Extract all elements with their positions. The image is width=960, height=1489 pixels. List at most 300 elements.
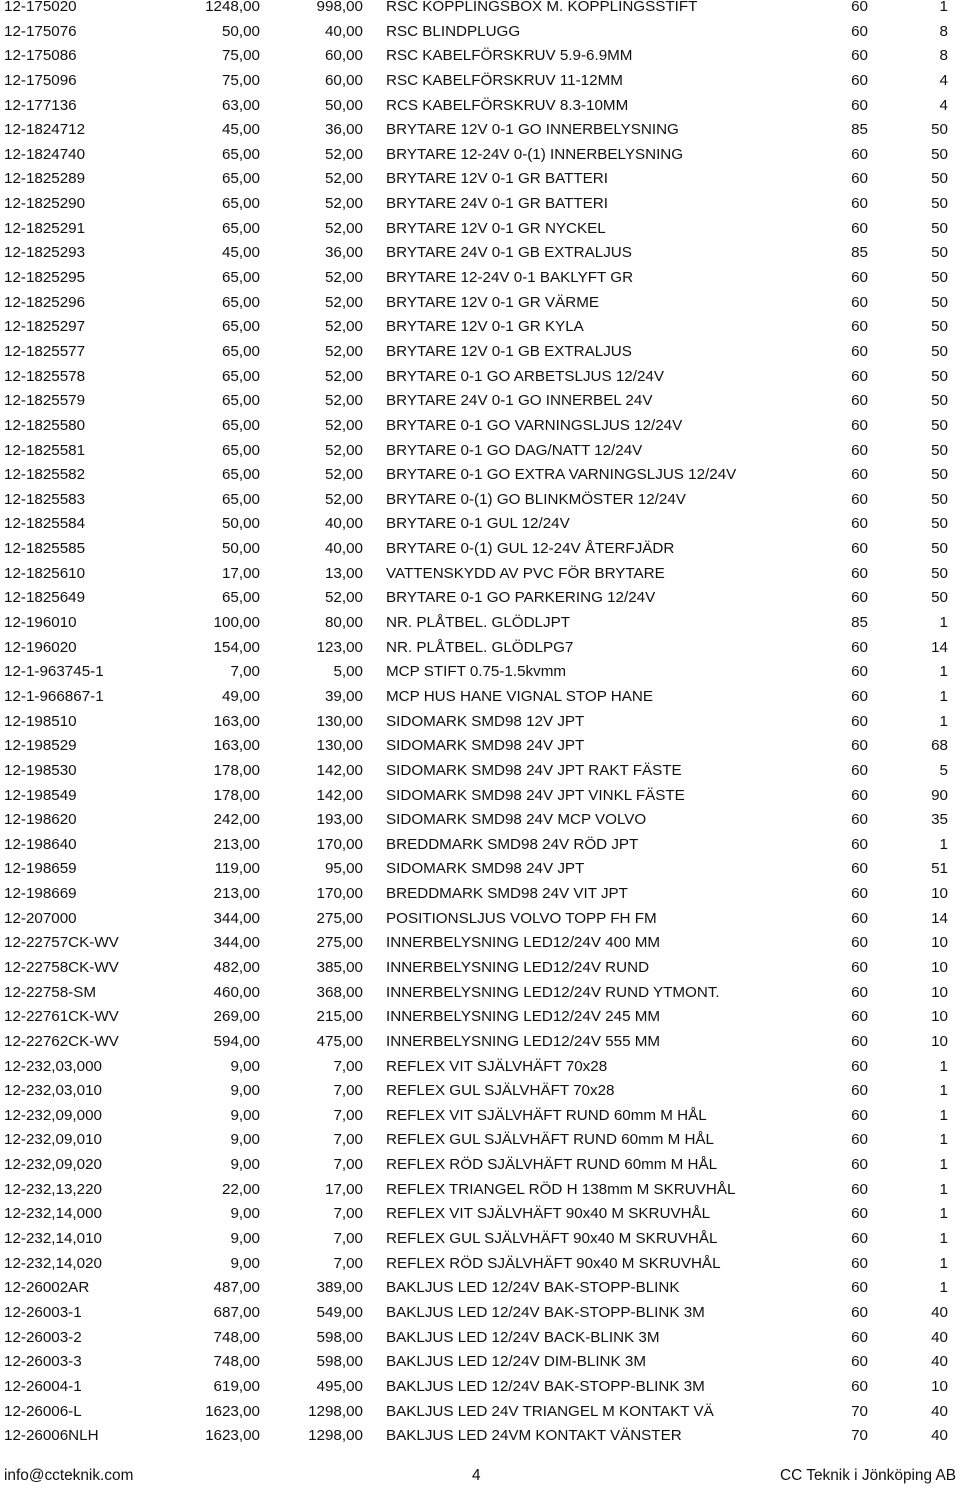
table-row (0, 1424, 960, 1449)
quantity-a-cell: 60 (851, 786, 868, 804)
net-price-cell: 80,00 (324, 614, 363, 632)
description-cell: RSC KABELFÖRSKRUV 11-12MM (386, 71, 623, 89)
price-cell: 748,00 (213, 1328, 260, 1346)
quantity-b-cell: 50 (931, 441, 948, 459)
description-cell: RSC KOPPLINGSBOX M. KOPPLINGSSTIFT (386, 0, 698, 15)
net-price-cell: 36,00 (324, 244, 363, 262)
article-number-cell: 12-198549 (4, 786, 77, 804)
description-cell: BRYTARE 0-1 GO DAG/NATT 12/24V (386, 441, 643, 459)
net-price-cell: 1298,00 (308, 1402, 363, 1420)
price-cell: 50,00 (221, 22, 260, 40)
quantity-a-cell: 60 (851, 1106, 868, 1124)
table-row (0, 660, 960, 685)
description-cell: BRYTARE 12V 0-1 GR NYCKEL (386, 219, 606, 237)
table-row (0, 217, 960, 242)
net-price-cell: 60,00 (324, 47, 363, 65)
article-number-cell: 12-232,14,010 (4, 1230, 102, 1248)
quantity-a-cell: 60 (851, 318, 868, 336)
net-price-cell: 7,00 (333, 1205, 363, 1223)
table-row (0, 389, 960, 414)
quantity-b-cell: 50 (931, 490, 948, 508)
price-cell: 22,00 (221, 1180, 260, 1198)
description-cell: REFLEX GUL SJÄLVHÄFT 70x28 (386, 1082, 615, 1100)
net-price-cell: 52,00 (324, 269, 363, 287)
net-price-cell: 40,00 (324, 515, 363, 533)
description-cell: RSC KABELFÖRSKRUV 5.9-6.9MM (386, 47, 633, 65)
quantity-b-cell: 68 (931, 737, 948, 755)
description-cell: REFLEX GUL SJÄLVHÄFT 90x40 M SKRUVHÅL (386, 1230, 718, 1248)
description-cell: BRYTARE 24V 0-1 GR BATTERI (386, 195, 608, 213)
quantity-a-cell: 60 (851, 811, 868, 829)
quantity-b-cell: 1 (939, 0, 948, 15)
quantity-b-cell: 50 (931, 145, 948, 163)
article-number-cell: 12-1825585 (4, 540, 86, 558)
net-price-cell: 40,00 (324, 540, 363, 558)
net-price-cell: 52,00 (324, 466, 363, 484)
table-row (0, 1178, 960, 1203)
description-cell: VATTENSKYDD AV PVC FÖR BRYTARE (386, 564, 665, 582)
quantity-a-cell: 60 (851, 269, 868, 287)
quantity-a-cell: 60 (851, 22, 868, 40)
description-cell: MCP STIFT 0.75-1.5kvmm (386, 663, 567, 681)
table-row (0, 636, 960, 661)
footer-company: CC Teknik i Jönköping AB (780, 1467, 956, 1484)
description-cell: SIDOMARK SMD98 24V JPT RAKT FÄSTE (386, 761, 682, 779)
table-row (0, 512, 960, 537)
article-number-cell: 12-26006-L (4, 1402, 82, 1420)
net-price-cell: 52,00 (324, 367, 363, 385)
quantity-a-cell: 60 (851, 515, 868, 533)
table-row (0, 1202, 960, 1227)
table-row (0, 562, 960, 587)
quantity-a-cell: 60 (851, 1328, 868, 1346)
price-cell: 163,00 (213, 712, 260, 730)
quantity-b-cell: 4 (939, 96, 948, 114)
description-cell: REFLEX VIT SJÄLVHÄFT 70x28 (386, 1057, 608, 1075)
table-row (0, 118, 960, 143)
quantity-a-cell: 60 (851, 145, 868, 163)
price-cell: 65,00 (221, 490, 260, 508)
quantity-a-cell: 60 (851, 1303, 868, 1321)
article-number-cell: 12-1825291 (4, 219, 86, 237)
table-row (0, 167, 960, 192)
price-cell: 65,00 (221, 269, 260, 287)
table-row (0, 586, 960, 611)
net-price-cell: 7,00 (333, 1156, 363, 1174)
net-price-cell: 52,00 (324, 392, 363, 410)
description-cell: BRYTARE 12V 0-1 GR BATTERI (386, 170, 608, 188)
quantity-b-cell: 1 (939, 1205, 948, 1223)
table-row (0, 611, 960, 636)
article-number-cell: 12-26006NLH (4, 1427, 99, 1445)
quantity-a-cell: 60 (851, 761, 868, 779)
net-price-cell: 52,00 (324, 589, 363, 607)
table-row (0, 414, 960, 439)
quantity-a-cell: 60 (851, 958, 868, 976)
quantity-a-cell: 60 (851, 885, 868, 903)
quantity-b-cell: 1 (939, 835, 948, 853)
description-cell: REFLEX VIT SJÄLVHÄFT RUND 60mm M HÅL (386, 1106, 707, 1124)
description-cell: INNERBELYSNING LED12/24V RUND YTMONT. (386, 983, 720, 1001)
quantity-a-cell: 60 (851, 47, 868, 65)
table-row (0, 143, 960, 168)
quantity-a-cell: 60 (851, 293, 868, 311)
description-cell: BRYTARE 12V 0-1 GB EXTRALJUS (386, 342, 632, 360)
quantity-a-cell: 60 (851, 96, 868, 114)
table-row (0, 1400, 960, 1425)
quantity-b-cell: 4 (939, 71, 948, 89)
quantity-b-cell: 50 (931, 515, 948, 533)
article-number-cell: 12-198669 (4, 885, 77, 903)
net-price-cell: 130,00 (316, 712, 363, 730)
net-price-cell: 170,00 (316, 885, 363, 903)
article-number-cell: 12-26003-1 (4, 1303, 82, 1321)
article-number-cell: 12-1824740 (4, 145, 86, 163)
quantity-a-cell: 60 (851, 170, 868, 188)
quantity-b-cell: 35 (931, 811, 948, 829)
article-number-cell: 12-1825580 (4, 416, 86, 434)
description-cell: REFLEX VIT SJÄLVHÄFT 90x40 M SKRUVHÅL (386, 1205, 711, 1223)
net-price-cell: 52,00 (324, 219, 363, 237)
price-cell: 65,00 (221, 441, 260, 459)
net-price-cell: 7,00 (333, 1230, 363, 1248)
quantity-a-cell: 70 (851, 1402, 868, 1420)
table-row (0, 759, 960, 784)
net-price-cell: 39,00 (324, 687, 363, 705)
price-cell: 460,00 (213, 983, 260, 1001)
quantity-a-cell: 60 (851, 1230, 868, 1248)
quantity-b-cell: 50 (931, 170, 948, 188)
description-cell: INNERBELYSNING LED12/24V RUND (386, 958, 650, 976)
quantity-b-cell: 50 (931, 392, 948, 410)
quantity-a-cell: 60 (851, 737, 868, 755)
quantity-b-cell: 1 (939, 1057, 948, 1075)
table-row (0, 734, 960, 759)
quantity-b-cell: 1 (939, 1180, 948, 1198)
quantity-a-cell: 60 (851, 195, 868, 213)
article-number-cell: 12-196020 (4, 638, 77, 656)
article-number-cell: 12-198530 (4, 761, 77, 779)
article-number-cell: 12-232,13,220 (4, 1180, 102, 1198)
article-number-cell: 12-232,09,000 (4, 1106, 102, 1124)
article-number-cell: 12-1825581 (4, 441, 86, 459)
table-row (0, 192, 960, 217)
net-price-cell: 389,00 (316, 1279, 363, 1297)
table-row (0, 291, 960, 316)
description-cell: REFLEX RÖD SJÄLVHÄFT RUND 60mm M HÅL (386, 1156, 718, 1174)
article-number-cell: 12-1825578 (4, 367, 86, 385)
price-cell: 65,00 (221, 466, 260, 484)
net-price-cell: 52,00 (324, 195, 363, 213)
net-price-cell: 7,00 (333, 1057, 363, 1075)
article-number-cell: 12-175096 (4, 71, 77, 89)
table-row (0, 69, 960, 94)
description-cell: INNERBELYSNING LED12/24V 400 MM (386, 934, 661, 952)
article-number-cell: 12-232,14,000 (4, 1205, 102, 1223)
net-price-cell: 52,00 (324, 441, 363, 459)
net-price-cell: 52,00 (324, 170, 363, 188)
price-cell: 50,00 (221, 540, 260, 558)
quantity-b-cell: 10 (931, 885, 948, 903)
table-row (0, 1005, 960, 1030)
quantity-b-cell: 40 (931, 1427, 948, 1445)
price-cell: 748,00 (213, 1353, 260, 1371)
price-cell: 213,00 (213, 835, 260, 853)
quantity-b-cell: 10 (931, 1032, 948, 1050)
article-number-cell: 12-26004-1 (4, 1377, 82, 1395)
price-cell: 594,00 (213, 1032, 260, 1050)
quantity-b-cell: 10 (931, 983, 948, 1001)
quantity-b-cell: 14 (931, 909, 948, 927)
table-row (0, 710, 960, 735)
description-cell: BREDDMARK SMD98 24V VIT JPT (386, 885, 628, 903)
quantity-a-cell: 60 (851, 342, 868, 360)
table-row (0, 857, 960, 882)
article-number-cell: 12-1825579 (4, 392, 86, 410)
article-number-cell: 12-1-966867-1 (4, 687, 104, 705)
description-cell: MCP HUS HANE VIGNAL STOP HANE (386, 687, 653, 705)
quantity-a-cell: 60 (851, 416, 868, 434)
price-cell: 163,00 (213, 737, 260, 755)
description-cell: REFLEX GUL SJÄLVHÄFT RUND 60mm M HÅL (386, 1131, 715, 1149)
quantity-a-cell: 60 (851, 687, 868, 705)
quantity-b-cell: 40 (931, 1353, 948, 1371)
price-cell: 7,00 (230, 663, 260, 681)
description-cell: REFLEX TRIANGEL RÖD H 138mm M SKRUVHÅL (386, 1180, 736, 1198)
quantity-b-cell: 50 (931, 195, 948, 213)
article-number-cell: 12-26003-2 (4, 1328, 82, 1346)
quantity-a-cell: 60 (851, 1279, 868, 1297)
quantity-a-cell: 60 (851, 540, 868, 558)
table-row (0, 1350, 960, 1375)
quantity-a-cell: 60 (851, 638, 868, 656)
table-row (0, 784, 960, 809)
article-number-cell: 12-1825290 (4, 195, 86, 213)
description-cell: BAKLJUS LED 24V TRIANGEL M KONTAKT VÄ (386, 1402, 714, 1420)
description-cell: SIDOMARK SMD98 24V JPT VINKL FÄSTE (386, 786, 685, 804)
net-price-cell: 52,00 (324, 416, 363, 434)
price-cell: 9,00 (230, 1131, 260, 1149)
description-cell: BRYTARE 0-1 GO VARNINGSLJUS 12/24V (386, 416, 683, 434)
quantity-a-cell: 60 (851, 1032, 868, 1050)
article-number-cell: 12-1825584 (4, 515, 86, 533)
price-cell: 1248,00 (205, 0, 260, 15)
quantity-a-cell: 60 (851, 909, 868, 927)
table-row (0, 1153, 960, 1178)
description-cell: BRYTARE 0-1 GUL 12/24V (386, 515, 570, 533)
table-row (0, 1055, 960, 1080)
net-price-cell: 142,00 (316, 761, 363, 779)
description-cell: RCS KABELFÖRSKRUV 8.3-10MM (386, 96, 629, 114)
quantity-b-cell: 8 (939, 22, 948, 40)
table-row (0, 833, 960, 858)
price-cell: 344,00 (213, 909, 260, 927)
quantity-a-cell: 60 (851, 1008, 868, 1026)
price-cell: 619,00 (213, 1377, 260, 1395)
quantity-a-cell: 70 (851, 1427, 868, 1445)
price-cell: 687,00 (213, 1303, 260, 1321)
net-price-cell: 7,00 (333, 1254, 363, 1272)
article-number-cell: 12-1825297 (4, 318, 86, 336)
table-row (0, 1276, 960, 1301)
table-row (0, 463, 960, 488)
description-cell: RSC BLINDPLUGG (386, 22, 521, 40)
article-number-cell: 12-22758-SM (4, 983, 97, 1001)
quantity-b-cell: 8 (939, 47, 948, 65)
net-price-cell: 170,00 (316, 835, 363, 853)
article-number-cell: 12-22758CK-WV (4, 958, 119, 976)
net-price-cell: 123,00 (316, 638, 363, 656)
quantity-b-cell: 51 (931, 860, 948, 878)
article-number-cell: 12-26003-3 (4, 1353, 82, 1371)
article-number-cell: 12-177136 (4, 96, 77, 114)
article-number-cell: 12-1825649 (4, 589, 86, 607)
net-price-cell: 95,00 (324, 860, 363, 878)
net-price-cell: 52,00 (324, 342, 363, 360)
table-row (0, 94, 960, 119)
net-price-cell: 60,00 (324, 71, 363, 89)
quantity-b-cell: 5 (939, 761, 948, 779)
price-cell: 269,00 (213, 1008, 260, 1026)
article-number-cell: 12-1-963745-1 (4, 663, 104, 681)
quantity-b-cell: 10 (931, 934, 948, 952)
quantity-b-cell: 1 (939, 663, 948, 681)
net-price-cell: 52,00 (324, 490, 363, 508)
price-cell: 65,00 (221, 293, 260, 311)
price-cell: 65,00 (221, 589, 260, 607)
quantity-a-cell: 60 (851, 1377, 868, 1395)
article-number-cell: 12-196010 (4, 614, 77, 632)
article-number-cell: 12-1825289 (4, 170, 86, 188)
price-cell: 50,00 (221, 515, 260, 533)
price-cell: 65,00 (221, 170, 260, 188)
description-cell: BAKLJUS LED 12/24V BAK-STOPP-BLINK 3M (386, 1377, 705, 1395)
price-cell: 65,00 (221, 367, 260, 385)
footer-email: info@ccteknik.com (4, 1467, 134, 1484)
quantity-b-cell: 1 (939, 1131, 948, 1149)
article-number-cell: 12-1825293 (4, 244, 86, 262)
table-row (0, 0, 960, 20)
table-row (0, 1079, 960, 1104)
description-cell: BRYTARE 12V 0-1 GR KYLA (386, 318, 584, 336)
price-cell: 1623,00 (205, 1427, 260, 1445)
net-price-cell: 549,00 (316, 1303, 363, 1321)
net-price-cell: 50,00 (324, 96, 363, 114)
description-cell: BRYTARE 12-24V 0-1 BAKLYFT GR (386, 269, 634, 287)
price-cell: 1623,00 (205, 1402, 260, 1420)
table-row (0, 537, 960, 562)
article-number-cell: 12-26002AR (4, 1279, 90, 1297)
quantity-a-cell: 85 (851, 614, 868, 632)
quantity-a-cell: 60 (851, 589, 868, 607)
article-number-cell: 12-22762CK-WV (4, 1032, 119, 1050)
net-price-cell: 598,00 (316, 1353, 363, 1371)
description-cell: BAKLJUS LED 12/24V BACK-BLINK 3M (386, 1328, 660, 1346)
table-row (0, 1030, 960, 1055)
description-cell: SIDOMARK SMD98 24V MCP VOLVO (386, 811, 647, 829)
table-row (0, 1252, 960, 1277)
quantity-b-cell: 50 (931, 466, 948, 484)
table-row (0, 685, 960, 710)
description-cell: BAKLJUS LED 24VM KONTAKT VÄNSTER (386, 1427, 682, 1445)
table-row (0, 266, 960, 291)
quantity-b-cell: 10 (931, 1377, 948, 1395)
price-cell: 213,00 (213, 885, 260, 903)
article-number-cell: 12-175076 (4, 22, 77, 40)
quantity-a-cell: 60 (851, 392, 868, 410)
quantity-a-cell: 60 (851, 983, 868, 1001)
price-cell: 75,00 (221, 71, 260, 89)
table-row (0, 931, 960, 956)
description-cell: SIDOMARK SMD98 24V JPT (386, 737, 585, 755)
net-price-cell: 368,00 (316, 983, 363, 1001)
net-price-cell: 7,00 (333, 1131, 363, 1149)
article-number-cell: 12-232,14,020 (4, 1254, 102, 1272)
net-price-cell: 275,00 (316, 934, 363, 952)
quantity-b-cell: 50 (931, 367, 948, 385)
price-cell: 63,00 (221, 96, 260, 114)
table-row (0, 981, 960, 1006)
net-price-cell: 385,00 (316, 958, 363, 976)
table-row (0, 808, 960, 833)
quantity-a-cell: 60 (851, 1082, 868, 1100)
quantity-b-cell: 50 (931, 416, 948, 434)
quantity-b-cell: 1 (939, 1082, 948, 1100)
quantity-b-cell: 40 (931, 1402, 948, 1420)
article-number-cell: 12-1825610 (4, 564, 86, 582)
net-price-cell: 7,00 (333, 1082, 363, 1100)
price-cell: 9,00 (230, 1156, 260, 1174)
article-number-cell: 12-198529 (4, 737, 77, 755)
price-cell: 9,00 (230, 1082, 260, 1100)
quantity-a-cell: 60 (851, 564, 868, 582)
quantity-b-cell: 10 (931, 958, 948, 976)
quantity-a-cell: 60 (851, 1205, 868, 1223)
net-price-cell: 215,00 (316, 1008, 363, 1026)
article-number-cell: 12-198620 (4, 811, 77, 829)
article-number-cell: 12-1824712 (4, 121, 86, 139)
net-price-cell: 40,00 (324, 22, 363, 40)
description-cell: BRYTARE 12-24V 0-(1) INNERBELYSNING (386, 145, 684, 163)
quantity-b-cell: 50 (931, 318, 948, 336)
table-row (0, 956, 960, 981)
quantity-a-cell: 60 (851, 1254, 868, 1272)
price-cell: 119,00 (214, 860, 260, 878)
price-cell: 242,00 (213, 811, 260, 829)
quantity-b-cell: 1 (939, 1254, 948, 1272)
article-number-cell: 12-175020 (4, 0, 77, 15)
page-footer (0, 1464, 960, 1488)
price-cell: 65,00 (221, 195, 260, 213)
net-price-cell: 7,00 (333, 1106, 363, 1124)
quantity-b-cell: 50 (931, 293, 948, 311)
net-price-cell: 475,00 (316, 1032, 363, 1050)
article-number-cell: 12-1825582 (4, 466, 86, 484)
quantity-b-cell: 1 (939, 687, 948, 705)
price-cell: 65,00 (221, 342, 260, 360)
net-price-cell: 13,00 (324, 564, 363, 582)
net-price-cell: 598,00 (316, 1328, 363, 1346)
quantity-b-cell: 50 (931, 219, 948, 237)
quantity-a-cell: 60 (851, 367, 868, 385)
price-cell: 178,00 (213, 786, 260, 804)
price-cell: 100,00 (213, 614, 260, 632)
net-price-cell: 142,00 (316, 786, 363, 804)
article-number-cell: 12-22761CK-WV (4, 1008, 119, 1026)
quantity-a-cell: 85 (851, 244, 868, 262)
article-number-cell: 12-232,09,020 (4, 1156, 102, 1174)
article-number-cell: 12-198659 (4, 860, 77, 878)
